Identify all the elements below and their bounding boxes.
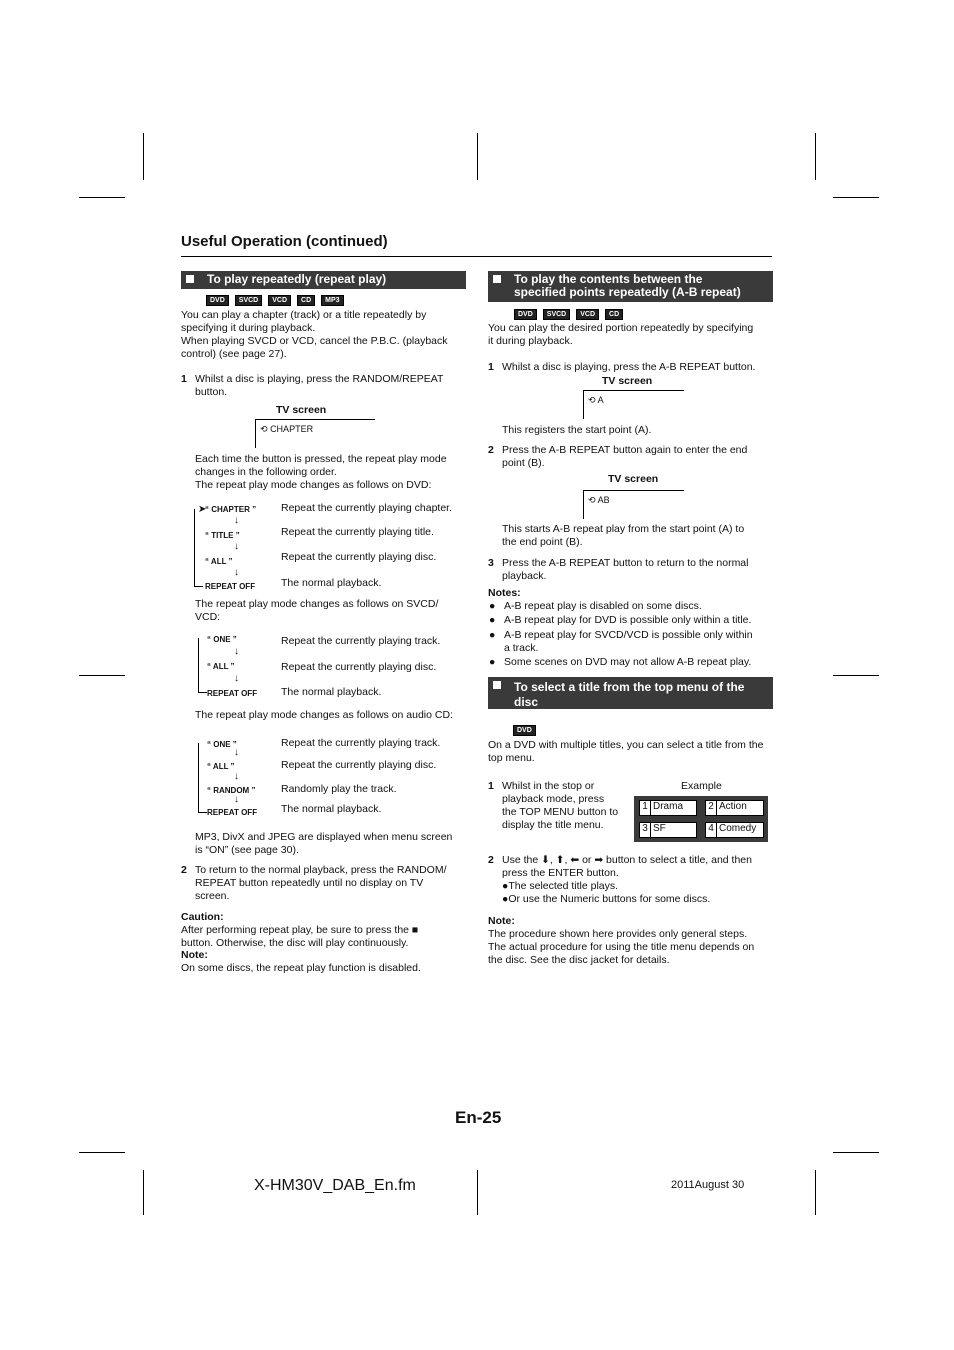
disc-badge: VCD [576,309,599,320]
disc-badge: MP3 [321,295,343,306]
flow-desc: Repeat the currently playing disc. [281,759,437,771]
arrow-down-icon: ↓ [234,771,239,782]
flow-label: “ ONE ” [207,740,237,749]
arrow-down-icon: ↓ [234,541,239,552]
tv-screen-label: TV screen [608,473,659,485]
note-item: ● A-B repeat play is disabled on some discs. [504,600,776,613]
title-underline [181,256,772,257]
flow-label: “ ALL ” [207,762,235,771]
tv-screen-box: ⟲ AB [583,490,684,519]
title-menu-example [634,796,768,842]
crop-mark [833,1152,879,1153]
cd-heading: The repeat play mode changes as follows on audio CD: [195,709,453,721]
note-label: Note: [488,915,515,927]
step-number: 3 [488,557,494,569]
each-time-text: Each time the button is pressed, the repeat play mode changes in the following order. The repeat play mode changes as follows on DVD: [195,453,447,491]
flow-label: REPEAT OFF [207,689,258,698]
note-item: ● A-B repeat play for SVCD/VCD is possible only within a track. [504,629,776,655]
flow-bracket [198,743,199,812]
disc-badge: DVD [513,725,536,736]
tv-screen-label: TV screen [602,375,653,387]
svcd-heading: The repeat play mode changes as follows on SVCD/ VCD: [195,598,439,623]
flow-label: “ CHAPTER ” [205,505,257,514]
crop-mark [79,1152,125,1153]
disc-badges [206,295,344,306]
file-name: X-HM30V_DAB_En.fm [254,1177,416,1194]
square-bullet-icon [493,681,501,689]
flow-bracket [198,638,199,692]
disc-badge: CD [297,295,315,306]
menu-item: 1 Drama [639,800,697,816]
step-text: Press the A-B REPEAT button to return to the normal playback. [502,557,749,582]
step-text: Use the ⬇, ⬆, ⬅ or ➡ button to select a title, and then press the ENTER button. ●The selected title plays. ●Or use the Numeric buttons for some discs. [502,854,752,905]
crop-mark [833,197,879,198]
repeat-icon: ⟲ [588,395,596,405]
crop-mark [143,133,144,180]
section-header-top-menu: To select a title from the top menu of the disc [488,677,773,709]
step-number: 1 [488,361,494,373]
crop-mark [79,197,125,198]
note-item: ● A-B repeat play for DVD is possible only within a title. [504,614,776,627]
step-text: Press the A-B REPEAT button again to enter the end point (B). [502,444,748,469]
flow-label: REPEAT OFF [207,808,258,817]
disc-badge: CD [605,309,623,320]
step-text: Whilst in the stop or playback mode, press the TOP MENU button to display the title menu. [502,780,619,831]
square-bullet-icon [186,275,194,283]
intro-text: On a DVD with multiple titles, you can select a title from the top menu. [488,739,764,764]
note-label: Note: [181,949,208,961]
step-number: 1 [181,373,187,385]
flow-desc: The normal playback. [281,803,382,815]
step-number: 2 [181,864,187,876]
example-label: Example [681,780,722,792]
flow-desc: The normal playback. [281,686,382,698]
page-number: En-25 [455,1108,502,1127]
flow-desc: Repeat the currently playing track. [281,635,441,647]
flow-desc: Randomly play the track. [281,783,397,795]
page-title: Useful Operation (continued) [181,233,388,250]
caution-text: After performing repeat play, be sure to press the ■ button. Otherwise, the disc will play continuously. [181,924,419,949]
crop-mark [477,1170,478,1215]
flow-label: “ ALL ” [207,662,235,671]
arrow-down-icon: ↓ [234,673,239,684]
tv-screen-box: ⟲ A [583,390,684,419]
flow-bracket [198,812,207,813]
disc-badge: SVCD [543,309,570,320]
disc-badge: DVD [206,295,229,306]
arrow-down-icon: ↓ [234,515,239,526]
crop-mark [143,1170,144,1215]
disc-badge: SVCD [235,295,262,306]
note-text: The procedure shown here provides only general steps. The actual procedure for using the title menu depends on the disc. See the disc jacket for details. [488,928,755,966]
arrow-right-icon: ➤ [198,504,207,515]
flow-bracket [194,586,203,587]
flow-bracket [194,509,195,586]
section-header-repeat-play: To play repeatedly (repeat play) [181,271,466,289]
print-date: 2011August 30 [671,1179,745,1191]
tv-screen-box: ⟲ CHAPTER [255,419,375,448]
disc-badges [513,725,536,736]
crop-mark [79,675,125,676]
step-number: 1 [488,780,494,792]
intro-text: You can play the desired portion repeatedly by specifying it during playback. [488,322,754,347]
repeat-icon: ⟲ [588,495,596,505]
flow-label: REPEAT OFF [205,582,256,591]
repeat-icon: ⟲ [260,424,268,434]
step-number: 2 [488,444,494,456]
arrow-down-icon: ↓ [234,794,239,805]
flow-desc: The normal playback. [281,577,382,589]
flow-bracket [198,692,207,693]
flow-label: “ ONE ” [207,635,237,644]
flow-label: “ RANDOM ” [207,786,256,795]
crop-mark [815,133,816,180]
menu-item: 4 Comedy [705,822,764,838]
square-bullet-icon [493,275,501,283]
step-text: Whilst a disc is playing, press the RANDOM/REPEAT button. [195,373,444,398]
starts-text: This starts A-B repeat play from the start point (A) to the end point (B). [502,523,745,548]
tv-screen-label: TV screen [276,404,327,416]
flow-desc: Repeat the currently playing title. [281,526,434,538]
step-text: To return to the normal playback, press the RANDOM/ REPEAT button repeatedly until no display on TV screen. [195,864,447,902]
flow-label: “ TITLE ” [205,531,240,540]
flow-label: “ ALL ” [205,557,233,566]
notes-label: Notes: [488,587,521,599]
flow-desc: Repeat the currently playing track. [281,737,441,749]
menu-item: 3 SF [639,822,697,838]
disc-badge: VCD [268,295,291,306]
flow-desc: Repeat the currently playing disc. [281,551,437,563]
intro-text: You can play a chapter (track) or a title repeatedly by specifying it during playback. When playing SVCD or VCD, cancel the P.B.C. (playback control) (see page 27). [181,309,448,360]
crop-mark [833,675,879,676]
arrow-down-icon: ↓ [234,646,239,657]
caution-label: Caution: [181,911,224,923]
disc-badges [514,309,623,320]
arrow-down-icon: ↓ [234,567,239,578]
crop-mark [815,1170,816,1215]
menu-item: 2 Action [705,800,764,816]
note-item: ● Some scenes on DVD may not allow A-B repeat play. [504,656,776,669]
step-number: 2 [488,854,494,866]
crop-mark [477,133,478,180]
arrow-down-icon: ↓ [234,747,239,758]
step-text: Whilst a disc is playing, press the A-B REPEAT button. [502,361,756,373]
disc-badge: DVD [514,309,537,320]
flow-desc: Repeat the currently playing chapter. [281,502,453,514]
flow-desc: Repeat the currently playing disc. [281,661,437,673]
register-text: This registers the start point (A). [502,424,652,436]
note-text: On some discs, the repeat play function is disabled. [181,962,421,974]
mp3-note: MP3, DivX and JPEG are displayed when menu screen is “ON” (see page 30). [195,831,453,856]
section-header-ab-repeat: To play the contents between the specified points repeatedly (A-B repeat) [488,271,773,302]
